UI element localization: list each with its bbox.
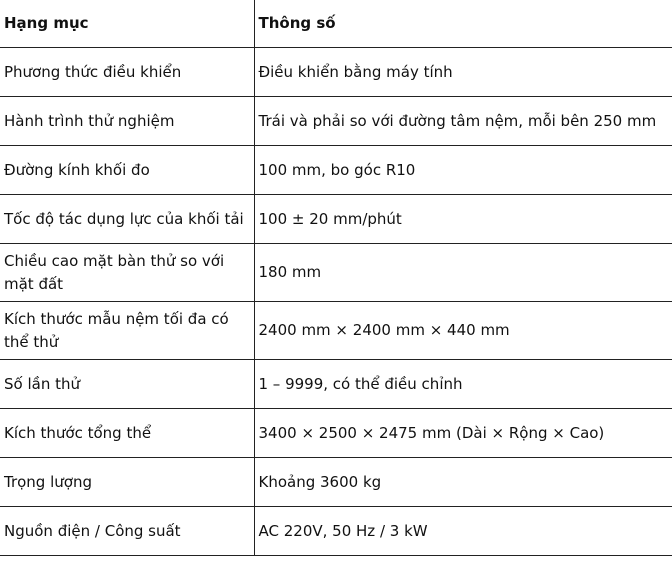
table-row [0,97,672,146]
row-label: Trọng lượng [0,458,254,507]
row-value: 100 ± 20 mm/phút [254,195,672,244]
table-row [0,507,672,556]
row-value: 3400 × 2500 × 2475 mm (Dài × Rộng × Cao) [254,409,672,458]
table-row [0,48,672,97]
row-label: Kích thước mẫu nệm tối đa có thể thử [0,302,254,360]
table-header-row [0,0,672,48]
row-label: Kích thước tổng thể [0,409,254,458]
row-value: Trái và phải so với đường tâm nệm, mỗi bên 250 mm [254,97,672,146]
row-value: AC 220V, 50 Hz / 3 kW [254,507,672,556]
table-row [0,146,672,195]
table-row [0,302,672,360]
table-row [0,195,672,244]
row-value: 180 mm [254,244,672,302]
table-row [0,409,672,458]
row-label: Chiều cao mặt bàn thử so với mặt đất [0,244,254,302]
row-value: 2400 mm × 2400 mm × 440 mm [254,302,672,360]
row-label: Đường kính khối đo [0,146,254,195]
row-value: Điều khiển bằng máy tính [254,48,672,97]
row-value: Khoảng 3600 kg [254,458,672,507]
row-label: Nguồn điện / Công suất [0,507,254,556]
table-row [0,244,672,302]
header-item: Hạng mục [0,0,254,48]
row-label: Hành trình thử nghiệm [0,97,254,146]
row-value: 100 mm, bo góc R10 [254,146,672,195]
table-row [0,458,672,507]
row-label: Tốc độ tác dụng lực của khối tải [0,195,254,244]
row-label: Phương thức điều khiển [0,48,254,97]
header-spec: Thông số [254,0,672,48]
row-label: Số lần thử [0,360,254,409]
table-row [0,360,672,409]
row-value: 1 – 9999, có thể điều chỉnh [254,360,672,409]
